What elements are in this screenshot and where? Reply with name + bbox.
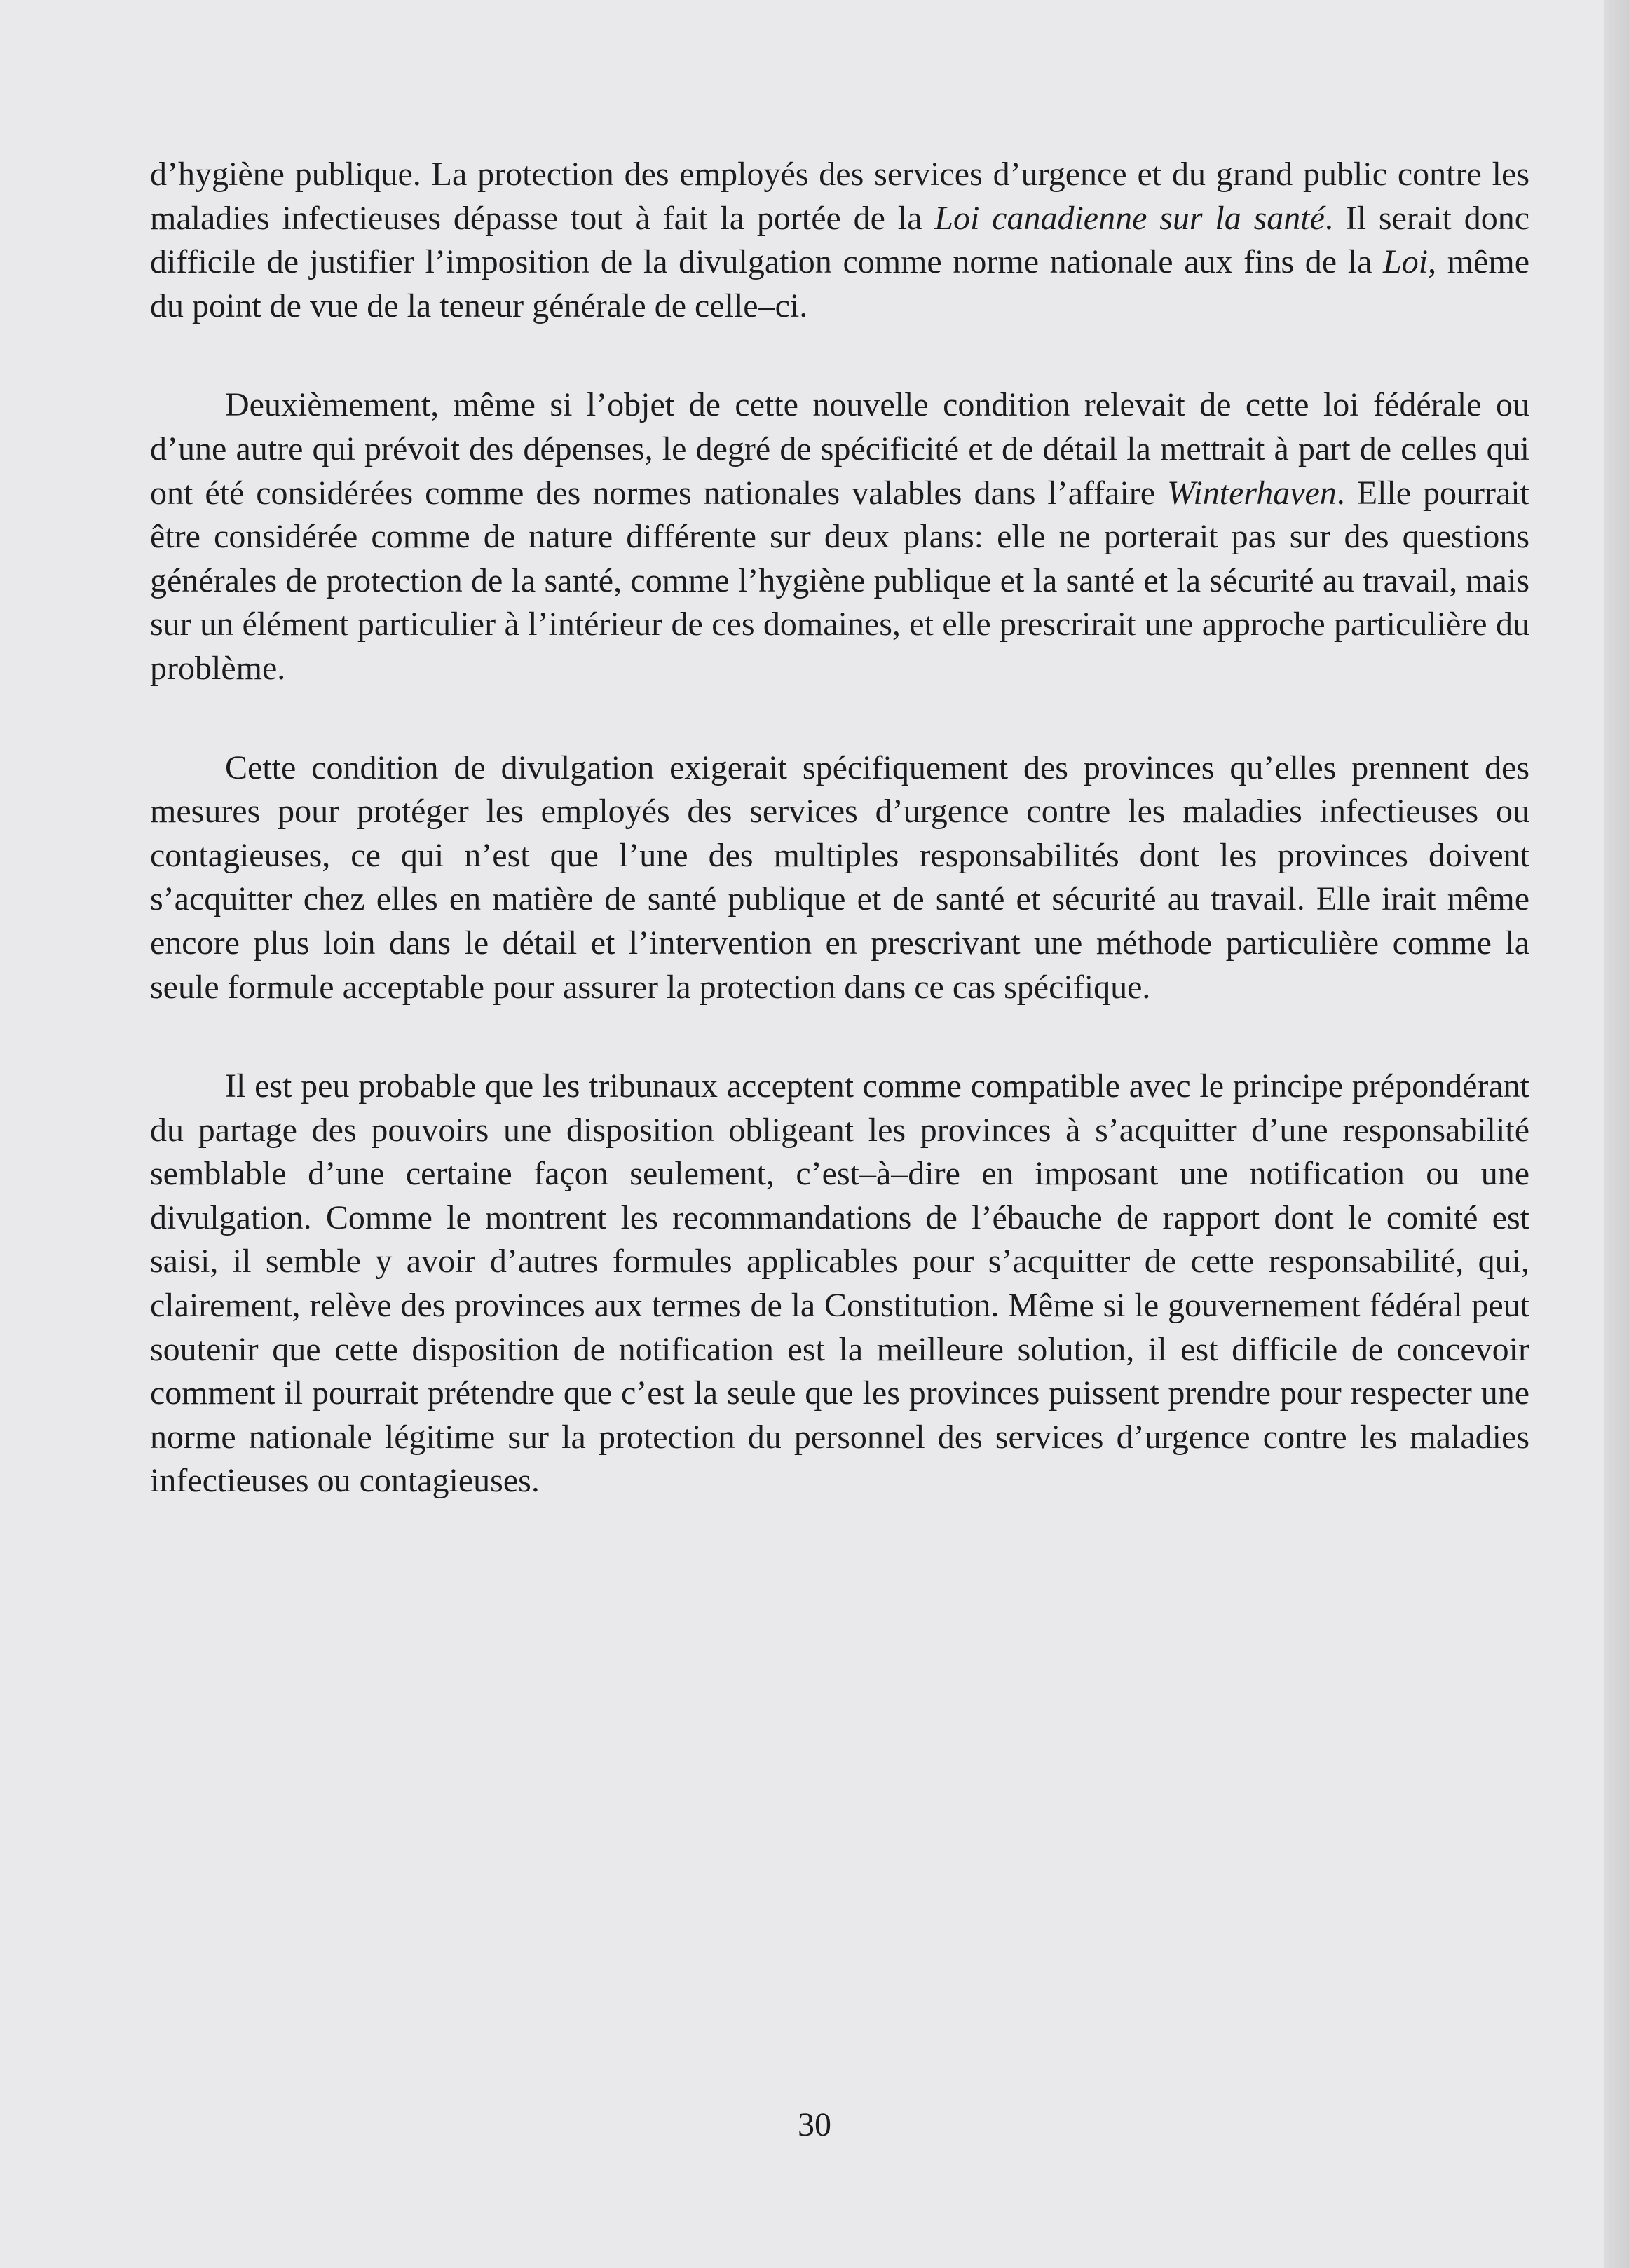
text-run: Deuxièmement, même si l’objet de cette nouvelle condition relevait de cette loi fédérale ou d’une autre qui prévoit des dépenses, le degré de spécificité et de détail la mettrait à part de celles qui ont été considérées comme des normes nationales valables dans l’affaire [150, 386, 1529, 512]
paragraph-2 [150, 383, 1529, 690]
page-edge-shadow [1604, 0, 1629, 2268]
text-run-italic: Winterhaven [1167, 474, 1337, 512]
paragraph-3 [150, 746, 1529, 1010]
text-run: . Elle pourrait être considérée comme de nature différente sur deux plans: elle ne porterait pas sur des questions générales de protection de la santé, comme l’hygiène publique et la santé et la sécurité au travail, mais sur un élément particulier à l’intérieur de ces domaines, et elle prescrirait une approche particulière du problème. [150, 474, 1529, 687]
page-number: 30 [798, 2106, 831, 2143]
paragraph-4 [150, 1065, 1529, 1503]
text-run-italic: Loi [1383, 243, 1429, 281]
text-run: , même du point de vue de la teneur générale de celle–ci. [150, 243, 1530, 325]
text-run: Cette condition de divulgation exigerait spécifiquement des provinces qu’elles prennent des mesures pour protéger les employés des services d’urgence contre les maladies infectieuses ou contagieuses, ce qui n’est que l’une des multiples responsabilités dont les provinces doivent s’acquitter chez elles en matière de santé publique et de santé et sécurité au travail. Elle irait même encore plus loin dans le détail et l’intervention en prescrivant une méthode particulière comme la seule formule acceptable pour assurer la protection dans ce cas spécifique. [150, 749, 1529, 1006]
text-run: Il est peu probable que les tribunaux acceptent comme compatible avec le principe prépondérant du partage des pouvoirs une disposition obligeant les provinces à s’acquitter d’une responsabilité semblable d’une certaine façon seulement, c’est–à–dire en imposant une notification ou une divulgation. Comme le montrent les recommandations de l’ébauche de rapport dont le comité est saisi, il semble y avoir d’autres formules applicables pour s’acquitter de cette responsabilité, qui, clairement, relève des provinces aux termes de la Constitution. Même si le gouvernement fédéral peut soutenir que cette disposition de notification est la meilleure solution, il est difficile de concevoir comment il pourrait prétendre que c’est la seule que les provinces puissent prendre pour respecter une norme nationale légitime sur la protection du personnel des services d’urgence contre les maladies infectieuses ou contagieuses. [150, 1067, 1529, 1500]
paragraph-1 [150, 153, 1529, 328]
text-run: d’hygiène publique. La protection des employés des services d’urgence et du grand public contre les maladies infectieuses dépasse tout à fait la portée de la [150, 156, 1529, 237]
text-run-italic: Loi canadienne sur la santé [934, 199, 1325, 237]
body-text [150, 153, 1529, 1503]
text-run: . Il serait donc difficile de justifier l’imposition de la divulgation comme norme nationale aux fins de la [150, 199, 1530, 281]
